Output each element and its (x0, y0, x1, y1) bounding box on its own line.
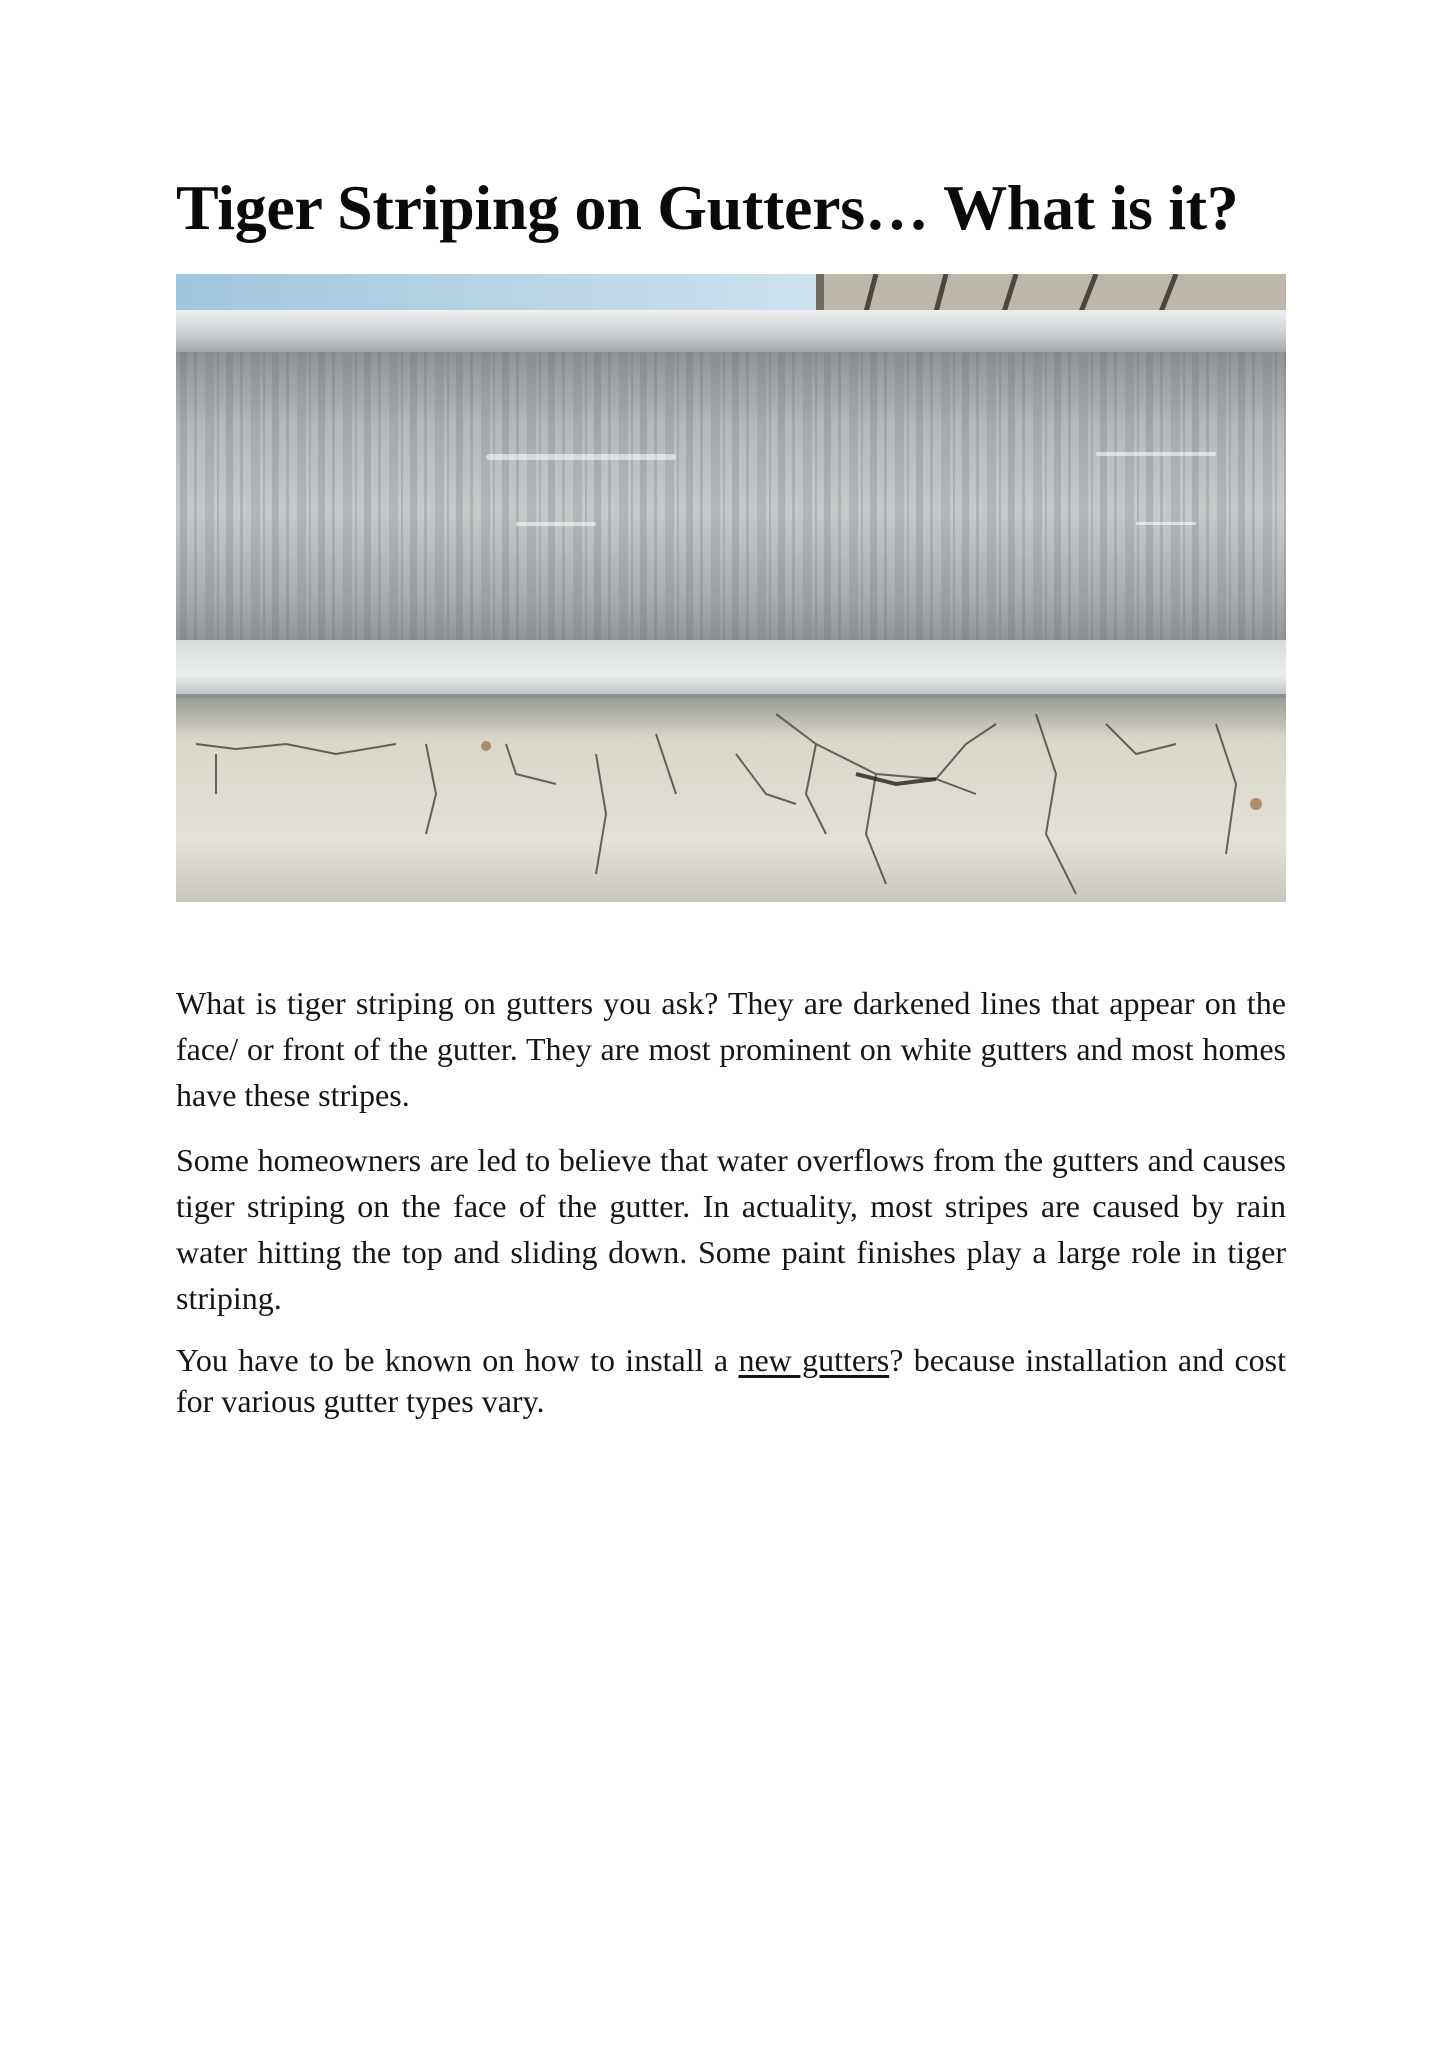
paragraph-2: Some homeowners are led to believe that water overflows from the gutters and causes tiger striping on the face of the gutter. In actuality, most stripes are caused by rain water hitting the top and sliding down. Some paint finishes play a large role in tiger striping. (176, 1142, 1286, 1316)
paragraph-3-before-link: You have to be known on how to install a (176, 1342, 739, 1378)
paragraph-1: What is tiger striping on gutters you ask? They are darkened lines that appear on the face/ or front of the gutter. They are most prominent on white gutters and most homes have these stripes. (176, 985, 1286, 1113)
new-gutters-link[interactable]: new gutters (738, 1342, 890, 1378)
gutter-photo-illustration (176, 274, 1286, 902)
gutter-photo (176, 274, 1286, 902)
paragraph-3 (176, 1340, 1286, 1422)
paragraph-3-after-link: ? because installation and cost for various gutter types vary. (176, 1342, 1287, 1419)
article-body (176, 980, 1286, 1441)
page-title: Tiger Striping on Gutters… What is it? (176, 172, 1239, 243)
